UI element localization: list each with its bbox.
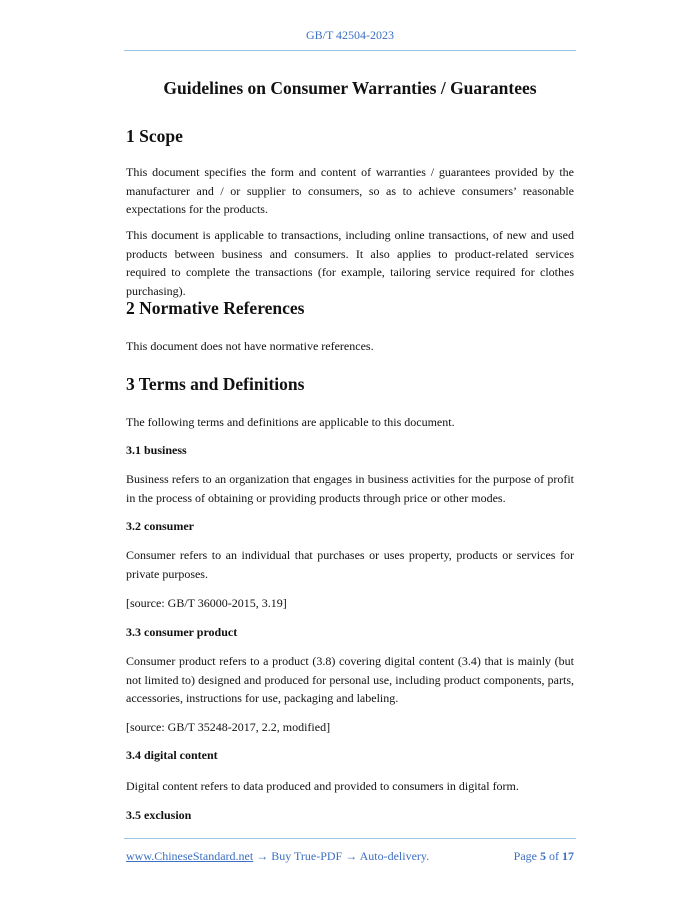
- section-heading-terms-definitions: 3 Terms and Definitions: [126, 374, 305, 394]
- term-consumer-source: [source: GB/T 36000-2015, 3.19]: [126, 596, 287, 610]
- term-heading-consumer: 3.2 consumer: [126, 519, 194, 533]
- footer-divider: [124, 838, 576, 839]
- page-indicator: [498, 849, 574, 864]
- header-standard-code: GB/T 42504-2023: [305, 28, 395, 42]
- of-label: of: [549, 849, 559, 863]
- chinese-standard-link[interactable]: www.ChineseStandard.net: [126, 849, 254, 863]
- term-heading-business: 3.1 business: [126, 443, 187, 457]
- normative-references-paragraph: This document does not have normative references.: [126, 339, 374, 353]
- scope-paragraph-2: This document is applicable to transactions, including online transactions, of new and used products between business and consumers. It also applies to product-related services required to complete the transactions (for example, tailoring service required for clothes purchasing).: [126, 228, 574, 298]
- term-heading-exclusion: 3.5 exclusion: [126, 808, 192, 822]
- header-divider: [124, 50, 576, 51]
- arrow-icon: →: [256, 849, 269, 863]
- term-consumer-product-definition: Consumer product refers to a product (3.8) covering digital content (3.4) that is mainly (but not limited to) designed and produced for personal use, including product components, parts, accessories, instructions for use, packaging and labeling.: [126, 654, 574, 705]
- term-consumer-definition: Consumer refers to an individual that purchases or uses property, products or services for private purposes.: [126, 548, 574, 581]
- scope-paragraph-1: This document specifies the form and content of warranties / guarantees provided by the manufacturer and / or supplier to consumers, so as to achieve consumers’ reasonable expectations for the products.: [126, 165, 574, 216]
- buy-true-pdf-text: Buy True-PDF: [271, 849, 343, 863]
- term-digital-content-definition: Digital content refers to data produced and provided to consumers in digital form.: [126, 779, 519, 793]
- page-total: 17: [562, 849, 574, 863]
- term-heading-consumer-product: 3.3 consumer product: [126, 625, 238, 639]
- section-heading-normative-references: 2 Normative References: [126, 298, 305, 318]
- document-title: Guidelines on Consumer Warranties / Guarantees: [163, 78, 537, 98]
- term-consumer-product-source: [source: GB/T 35248-2017, 2.2, modified]: [126, 720, 331, 734]
- term-business-definition: Business refers to an organization that engages in business activities for the purpose of profit in the process of obtaining or providing products through price or other modes.: [126, 472, 574, 505]
- page-label: Page: [513, 849, 537, 863]
- terms-intro-paragraph: The following terms and definitions are applicable to this document.: [126, 415, 455, 429]
- page-current: 5: [540, 849, 546, 863]
- section-heading-scope: 1 Scope: [126, 126, 183, 146]
- arrow-icon: →: [345, 849, 358, 863]
- term-heading-digital-content: 3.4 digital content: [126, 748, 218, 762]
- auto-delivery-text: Auto-delivery.: [359, 849, 430, 863]
- footer-promo: [126, 849, 429, 864]
